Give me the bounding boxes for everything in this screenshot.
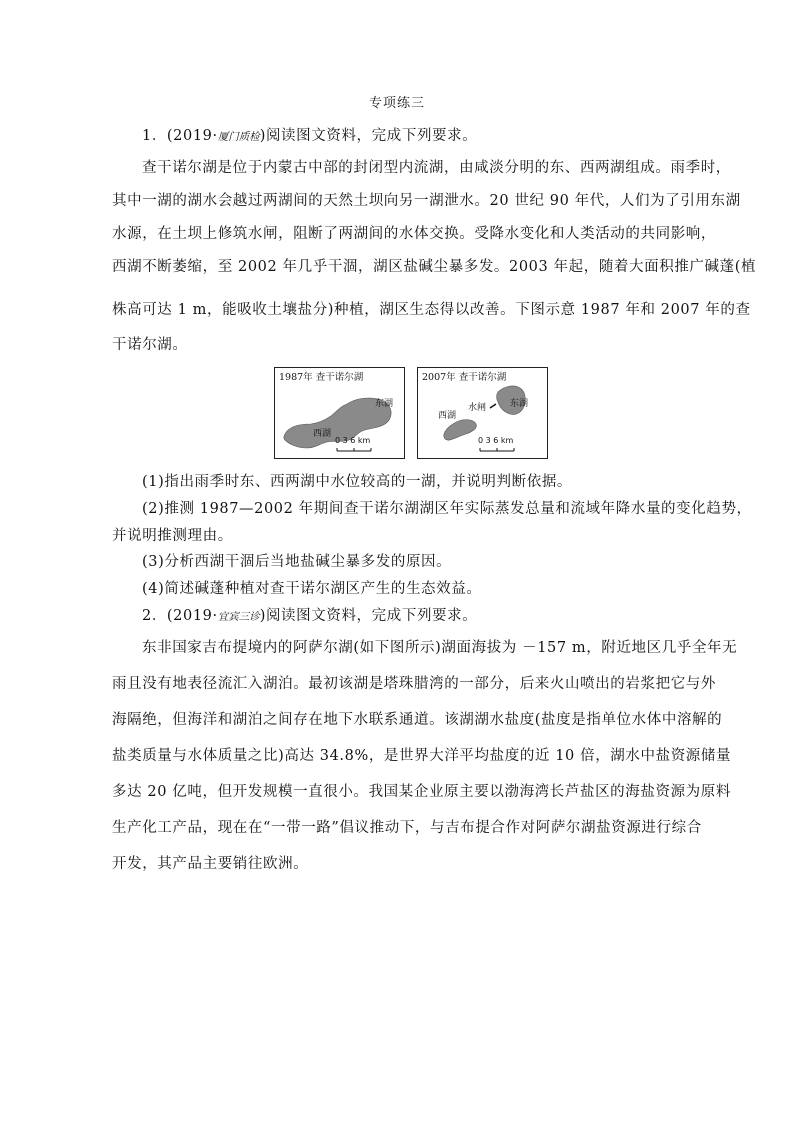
q1-passage-line: 西湖不断萎缩，至 2002 年几乎干涸，湖区盐碱尘暴多发。2003 年起，随着大面积推广碱蓬(植 [112,259,757,275]
q1-subquestion: 并说明推测理由。 [112,528,233,544]
q2-passage-line: 盐类质量与水体质量之比)高达 34.8%，是世界大洋平均盐度的近 10 倍，湖水中盐资源储量 [112,748,732,764]
map-1987-title: 1987年 查干诺尔湖 [279,372,364,383]
scale-text-2007: 0 3 6 km [478,436,514,445]
page-title: 专项练三 [368,96,425,111]
q1-suffix: )阅读图文资料，完成下列要求。 [259,128,478,144]
q2-passage-line: 开发，其产品主要销往欧洲。 [112,856,309,872]
scale-text-1987: 0 3 6 km [335,436,371,445]
sluice-label: 水闸 [468,403,487,413]
lake-maps-figure [274,367,549,460]
q2-passage-line: 东非国家吉布提境内的阿萨尔湖(如下图所示)湖面海拔为 －157 m，附近地区几乎全年无 [142,640,738,656]
east-lake-label: 东湖 [375,399,394,409]
q2-prefix: 2．(2019· [142,608,218,624]
east-lake-label: 东湖 [510,399,529,409]
west-lake-label: 西湖 [438,411,457,421]
q1-subquestion: (2)推测 1987—2002 年期间查干诺尔湖湖区年实际蒸发总量和流域年降水量的变化趋势， [142,501,752,517]
q2-suffix: )阅读图文资料，完成下列要求。 [259,608,478,624]
map-2007 [417,367,548,459]
q1-subquestion: (4)简述碱蓬种植对查干诺尔湖区产生的生态效益。 [142,581,482,597]
map-2007-title: 2007年 查干诺尔湖 [422,372,507,383]
q1-passage-line: 其中一湖的湖水会越过两湖间的天然土坝向另一湖泄水。20 世纪 90 年代，人们为了引用东湖 [112,193,741,209]
west-lake-shape-2007 [444,420,477,441]
q1-passage-line: 干诺尔湖。 [112,337,188,353]
q1-subquestion: (1)指出雨季时东、西两湖中水位较高的一湖，并说明判断依据。 [142,474,573,490]
west-lake-label: 西湖 [313,429,332,439]
q1-heading [142,124,682,145]
q2-passage-line: 海隔绝，但海洋和湖泊之间存在地下水联系通道。该湖湖水盐度(盐度是指单位水体中溶解的 [112,712,723,728]
q2-source: 宜宾三诊 [217,611,260,623]
q2-passage-line: 生产化工产品，现在在“一带一路”倡议推动下，与吉布提合作对阿萨尔湖盐资源进行综合 [112,820,702,836]
q1-prefix: 1．(2019· [142,128,218,144]
map-1987 [274,367,405,459]
q2-passage-line: 雨且没有地表径流汇入湖泊。最初该湖是塔珠腊湾的一部分，后来火山喷出的岩浆把它与外 [112,676,716,692]
q1-passage-line: 株高可达 1 m，能吸收土壤盐分)种植，湖区生态得以改善。下图示意 1987 年和 2007 年的查 [112,302,751,318]
sluice-mark [490,404,496,408]
q1-passage-line: 查干诺尔湖是位于内蒙古中部的封闭型内流湖，由咸淡分明的东、西两湖组成。雨季时， [142,160,731,176]
q1-passage-line: 水源，在土坝上修筑水闸，阻断了两湖间的水体交换。受降水变化和人类活动的共同影响， [112,226,716,242]
q1-subquestion: (3)分析西湖干涸后当地盐碱尘暴多发的原因。 [142,554,452,570]
q2-passage-line: 多达 20 亿吨，但开发规模一直很小。我国某企业原主要以渤海湾长芦盐区的海盐资源为原料 [112,784,731,800]
q1-source: 厦门质检 [217,131,260,143]
q2-heading [142,604,682,625]
